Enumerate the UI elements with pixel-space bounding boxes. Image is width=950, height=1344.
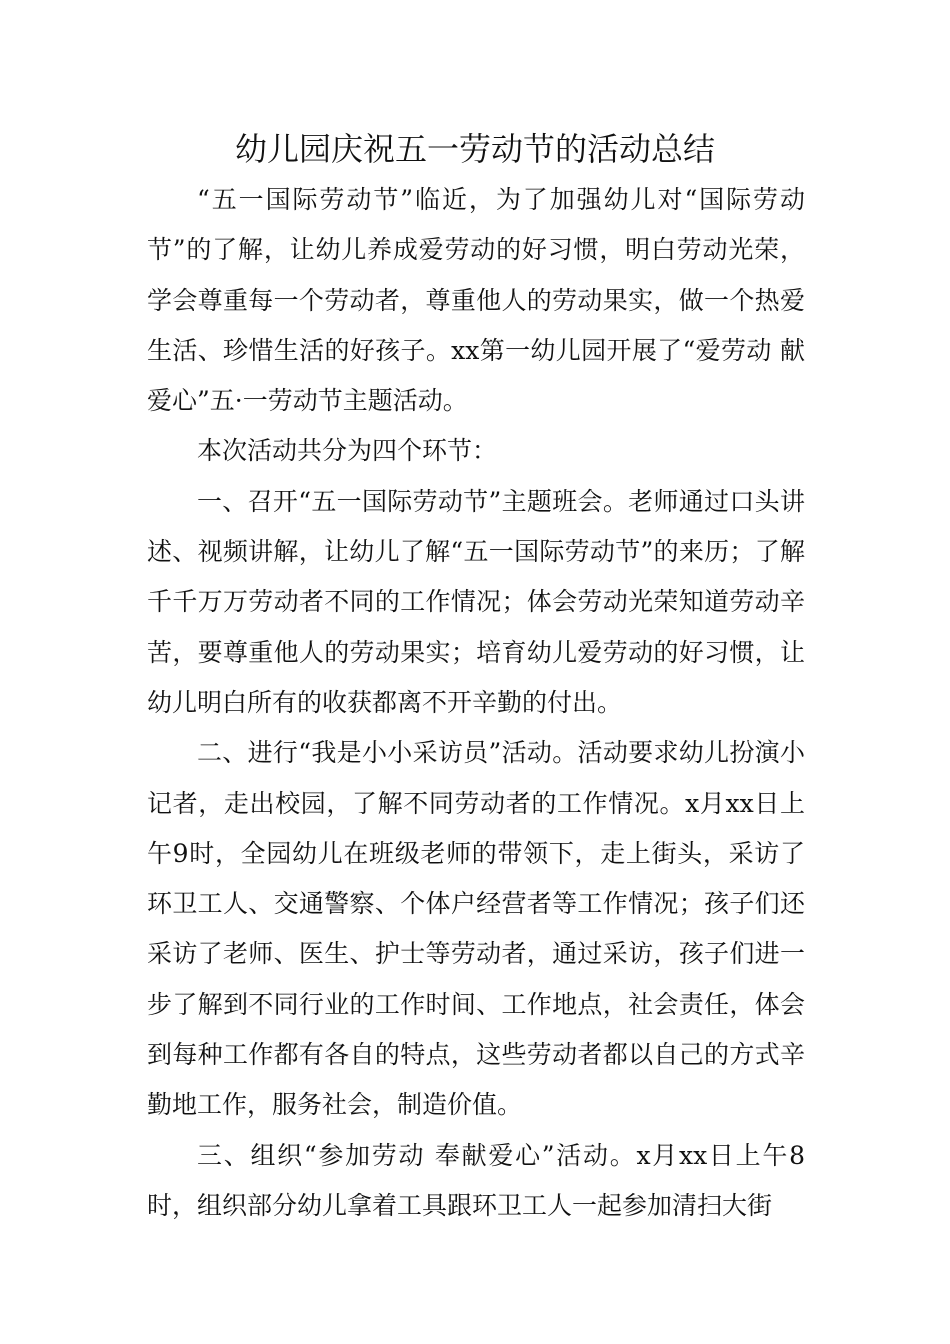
paragraph-section-2: 二、进行“我是小小采访员”活动。活动要求幼儿扮演小记者，走出校园，了解不同劳动者的工作情况。x月xx日上午9时，全园幼儿在班级老师的带领下，走上街头，采访了环卫工人、交通警察、个体户经营者等工作情况；孩子们还采访了老师、医生、护士等劳动者，通过采访，孩子们进一步了解到不同行业的工作时间、工作地点，社会责任，体会到每种工作都有各自的特点，这些劳动者都以自己的方式辛勤地工作，服务社会，制造价值。 [147,738,805,1120]
paragraph-overview: 本次活动共分为四个环节： [197,436,498,466]
document-body [147,175,805,1231]
paragraph-section-3: 三、组织“参加劳动 奉献爱心”活动。x月xx日上午8时，组织部分幼儿拿着工具跟环卫工人一起参加清扫大街 [147,1140,805,1220]
paragraph-section-1: 一、召开“五一国际劳动节”主题班会。老师通过口头讲述、视频讲解，让幼儿了解“五一国际劳动节”的来历；了解千千万万劳动者不同的工作情况；体会劳动光荣知道劳动辛苦，要尊重他人的劳动果实；培育幼儿爱劳动的好习惯，让幼儿明白所有的收获都离不开辛勤的付出。 [147,486,805,717]
paragraph-intro: “五一国际劳动节”临近，为了加强幼儿对“国际劳动节”的了解，让幼儿养成爱劳动的好习惯，明白劳动光荣，学会尊重每一个劳动者，尊重他人的劳动果实，做一个热爱生活、珍惜生活的好孩子。xx第一幼儿园开展了“爱劳动 献爱心”五·一劳动节主题活动。 [147,185,805,416]
document-title: 幼儿园庆祝五一劳动节的活动总结 [234,130,715,168]
